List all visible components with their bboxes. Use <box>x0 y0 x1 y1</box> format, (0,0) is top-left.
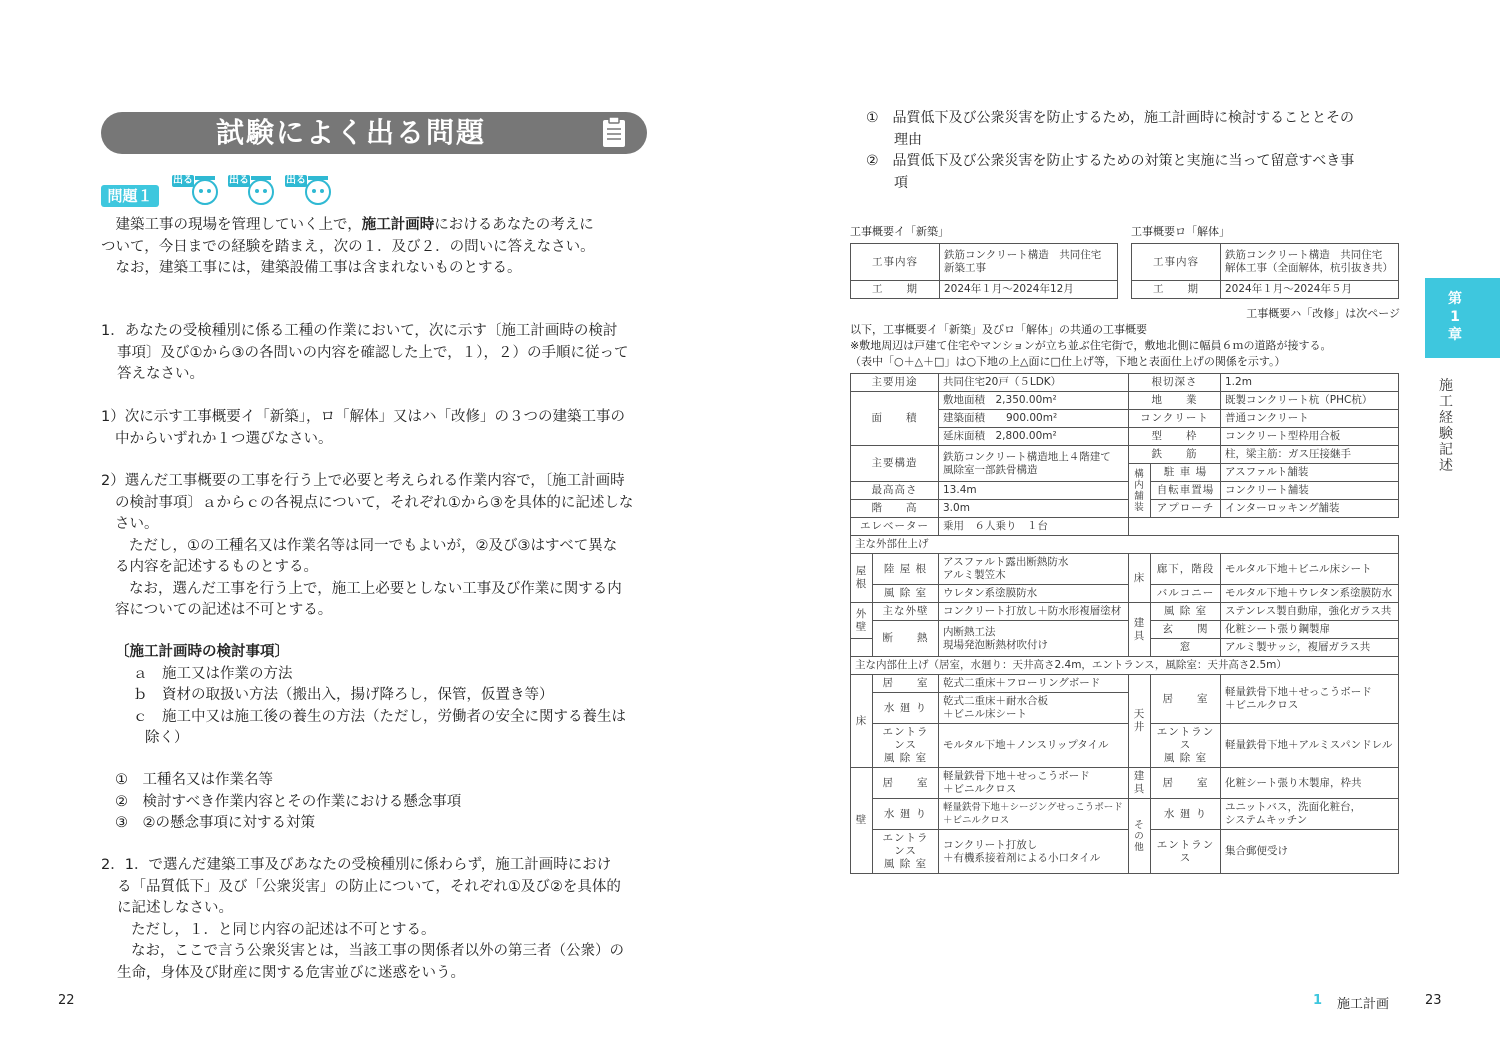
cell: 床 <box>1129 554 1151 603</box>
top-item: ② 品質低下及び公衆災害を防止するための対策と実施に当って留意すべき事 <box>866 153 1355 169</box>
cell: 乾式二重床＋フローリングボード <box>939 675 1129 693</box>
cell: 面 積 <box>851 392 939 446</box>
question-1-1 <box>101 407 651 450</box>
q1-1-line: 1）次に示す工事概要イ「新築」，ロ「解体」又はハ「改修」の３つの建築工事の <box>101 409 625 425</box>
cell: 壁 <box>851 768 873 874</box>
cell: コンクリート <box>1129 410 1221 428</box>
q2-line: 2．1．で選んだ建築工事及びあなたの受検種別に係わらず，施工計画時におけ <box>101 857 612 873</box>
section-header: 主な外部仕上げ <box>851 536 1399 554</box>
cell: コンクリート打放し ＋有機系接着剤による小口タイル <box>939 830 1129 874</box>
q1-line: 1．あなたの受検種別に係る工種の作業において，次に示す〔施工計画時の検討 <box>101 323 618 339</box>
cell: 窓 <box>1151 639 1221 657</box>
cell: アプローチ <box>1151 500 1221 518</box>
cell: 根切深さ <box>1129 374 1221 392</box>
gaiyo-ro-heading: 工事概要ロ「解体」 <box>1131 225 1230 238</box>
cell: 3.0m <box>939 500 1129 518</box>
cell: コンクリート型枠用合板 <box>1221 428 1399 446</box>
deru-label: 出る <box>286 175 306 186</box>
footer-chapter-title: 施工計画 <box>1337 997 1390 1012</box>
cell: エントランス 風 除 室 <box>873 830 939 874</box>
cell: 工 期 <box>851 281 940 299</box>
cell: エントランス 風 除 室 <box>1151 724 1221 768</box>
q1-line: 事項〕及び①から③の各問いの内容を確認した上で，１），２）の手順に従って <box>117 344 629 361</box>
kento-item: 除く） <box>145 730 189 746</box>
common-gaiyo-table <box>850 373 1399 874</box>
cell: 主要構造 <box>851 446 939 482</box>
cell: 居 室 <box>1151 675 1221 724</box>
answer-item: ① 工種名又は作業名等 <box>115 772 273 788</box>
cell: 屋根 <box>851 554 873 603</box>
common-note: ※敷地周辺は戸建て住宅やマンションが立ち並ぶ住宅街で，敷地北側に幅員６ｍの道路が接する。 <box>850 339 1332 352</box>
top-item: 理由 <box>894 131 922 148</box>
q2-line: なお，ここで言う公衆災害とは，当該工事の関係者以外の第三者（公衆）の <box>131 943 624 959</box>
question-1 <box>101 321 651 386</box>
cell: 軽量鉄骨下地＋せっこうボード ＋ビニルクロス <box>1221 675 1399 724</box>
question-badge: 問題１ <box>101 185 159 207</box>
deru-mascot-icon <box>285 170 335 210</box>
cell: 乗用 ６人乗り １台 <box>939 518 1129 536</box>
chapter-title-vertical: 施 工 経 験 記 述 <box>1439 378 1453 474</box>
cell: 工 期 <box>1132 281 1221 299</box>
cell: 集合郵便受け <box>1221 830 1399 874</box>
page-number-left: 22 <box>58 993 75 1008</box>
q1-2-line: 2）選んだ工事概要の工事を行う上で必要と考えられる作業内容で，〔施工計画時 <box>101 473 625 489</box>
cell: 普通コンクリート <box>1221 410 1399 428</box>
gaiyo-ro-table <box>1131 243 1399 299</box>
deru-mascot-icon <box>228 170 278 210</box>
top-item: 項 <box>894 174 908 191</box>
cell: 水 廻 り <box>1151 799 1221 830</box>
q1-2-line: ただし，①の工種名又は作業名等は同一でもよいが，②及び③はすべて異な <box>129 537 618 554</box>
common-note: （表中「○＋△＋□」は○下地の上△面に□仕上げ等，下地と表面仕上げの関係を示す。） <box>850 355 1286 368</box>
cell: 玄 関 <box>1151 621 1221 639</box>
cell: ウレタン系塗膜防水 <box>939 585 1129 603</box>
cell: 陸 屋 根 <box>873 554 939 585</box>
deru-label: 出る <box>229 175 249 186</box>
cell: 居 室 <box>873 768 939 799</box>
page-title: 試験によく出る問題 <box>215 116 486 149</box>
q2-line: に記述しなさい。 <box>117 900 233 916</box>
question-1-2 <box>101 471 651 622</box>
cell: エントランス 風 除 室 <box>873 724 939 768</box>
gaiyo-ha-note: 工事概要ハ「改修」は次ページ <box>1246 307 1400 320</box>
intro-line: ついて，今日までの経験を踏まえ，次の１．及び２．の問いに答えなさい。 <box>101 238 595 255</box>
question-2 <box>101 855 651 984</box>
cell: 敷地面積 2,350.00m² <box>939 392 1129 410</box>
intro-line: 建築工事の現場を管理していく上で， <box>115 217 362 233</box>
cell: 階 高 <box>851 500 939 518</box>
cell: モルタル下地＋ウレタン系塗膜防水 <box>1221 585 1399 603</box>
q1-2-line: 容についての記述は不可とする。 <box>115 602 333 618</box>
cell: エントランス <box>1151 830 1221 874</box>
chapter-tab-label: 第 1 章 <box>1448 291 1462 343</box>
cell: 軽量鉄骨下地＋アルミスパンドレル <box>1221 724 1399 768</box>
cell: 水 廻 り <box>873 693 939 724</box>
common-note: 以下，工事概要イ「新築」及びロ「解体」の共通の工事概要 <box>850 323 1147 336</box>
cell: コンクリート舗装 <box>1221 482 1399 500</box>
cell: バルコニー <box>1151 585 1221 603</box>
cell: コンクリート打放し＋防水形複層塗材 <box>939 603 1129 621</box>
cell: インターロッキング舗装 <box>1221 500 1399 518</box>
title-bar <box>101 112 647 154</box>
cell: 2024年１月～2024年12月 <box>940 281 1118 299</box>
cell: ユニットバス，洗面化粧台， システムキッチン <box>1221 799 1399 830</box>
deru-label: 出る <box>173 175 193 186</box>
cell: 外壁 <box>851 603 873 639</box>
q1-2-line: る内容を記述するものとする。 <box>115 559 318 575</box>
kento-item: ａ 施工又は作業の方法 <box>133 665 293 682</box>
cell: 型 枠 <box>1129 428 1221 446</box>
cell: 最高高さ <box>851 482 939 500</box>
intro-emph: 施工計画時 <box>361 217 435 233</box>
cell: アスファルト露出断熱防水 アルミ製笠木 <box>939 554 1129 585</box>
kento-heading: 〔施工計画時の検討事項〕 <box>115 644 289 660</box>
right-top-items <box>866 108 1406 194</box>
cell: 自転車置場 <box>1151 482 1221 500</box>
q1-2-line: なお，選んだ工事を行う上で，施工上必要としない工事及び作業に関する内 <box>129 580 622 597</box>
cell: 駐 車 場 <box>1151 464 1221 482</box>
kento-jiko <box>115 642 655 750</box>
q1-2-line: の検討事項〕ａからｃの各視点について，それぞれ①から③を具体的に記述しな <box>115 494 634 511</box>
q2-line: ただし，１．と同じ内容の記述は不可とする。 <box>131 921 436 938</box>
intro-text <box>101 215 651 280</box>
cell: 工事内容 <box>1132 244 1221 281</box>
section-header: 主な内部仕上げ（居室，水廻り：天井高さ2.4m，エントランス，風除室：天井高さ2.5m） <box>851 657 1399 675</box>
cell: 主な外壁 <box>873 603 939 621</box>
top-item: ① 品質低下及び公衆災害を防止するため，施工計画時に検討することとその <box>866 110 1354 126</box>
kento-item: ｂ 資材の取扱い方法（搬出入，揚げ降ろし，保管，仮置き等） <box>133 687 554 703</box>
cell: 工事内容 <box>851 244 940 281</box>
cell: エレベーター <box>851 518 939 536</box>
q1-2-line: さい。 <box>115 516 159 532</box>
deru-mascot-icon <box>172 170 222 210</box>
cell: 鉄筋コンクリート構造地上４階建て 風除室一部鉄骨構造 <box>939 446 1129 482</box>
answer-item: ③ ②の懸念事項に対する対策 <box>115 815 315 831</box>
cell: 建具 <box>1129 768 1151 799</box>
cell: 断 熱 <box>873 621 939 657</box>
gaiyo-i-table <box>850 243 1118 299</box>
cell: 共同住宅20戸（５LDK） <box>939 374 1129 392</box>
answer-item: ② 検討すべき作業内容とその作業における懸念事項 <box>115 793 462 810</box>
intro-line: におけるあなたの考えに <box>434 217 594 233</box>
cell: モルタル下地＋ビニル床シート <box>1221 554 1399 585</box>
cell: 居 室 <box>1151 768 1221 799</box>
cell: 建具 <box>1129 603 1151 657</box>
cell: 延床面積 2,800.00m² <box>939 428 1129 446</box>
cell: 居 室 <box>873 675 939 693</box>
cell: 軽量鉄骨下地＋シージングせっこうボード ＋ビニルクロス <box>939 799 1129 830</box>
cell: 鉄筋コンクリート構造 共同住宅 新築工事 <box>940 244 1118 281</box>
gaiyo-i-heading: 工事概要イ「新築」 <box>850 225 949 238</box>
chapter-tab <box>1425 278 1500 358</box>
cell: 化粧シート張り木製扉，枠共 <box>1221 768 1399 799</box>
footer-chapter-number: 1 <box>1313 993 1323 1008</box>
answer-items <box>115 770 655 835</box>
cell: 乾式二重床＋耐水合板 ＋ビニル床シート <box>939 693 1129 724</box>
cell: その他 <box>1129 799 1151 874</box>
intro-line: なお，建築工事には，建築設備工事は含まれないものとする。 <box>115 260 522 276</box>
page-number-right: 23 <box>1425 993 1442 1008</box>
cell: 構内舗装 <box>1129 464 1151 518</box>
cell: 廊下，階段 <box>1151 554 1221 585</box>
cell: 13.4m <box>939 482 1129 500</box>
q1-1-line: 中からいずれか１つ選びなさい。 <box>115 430 333 447</box>
cell: 軽量鉄骨下地＋せっこうボード ＋ビニルクロス <box>939 768 1129 799</box>
cell: 風 除 室 <box>1151 603 1221 621</box>
cell: 化粧シート張り鋼製扉 <box>1221 621 1399 639</box>
q1-line: 答えなさい。 <box>117 366 204 382</box>
cell: 地 業 <box>1129 392 1221 410</box>
cell: モルタル下地＋ノンスリップタイル <box>939 724 1129 768</box>
q2-line: 生命，身体及び財産に関する危害並びに迷惑をいう。 <box>117 964 465 981</box>
common-notes <box>850 322 1410 370</box>
clipboard-icon <box>601 116 627 148</box>
cell: 天井 <box>1129 675 1151 768</box>
cell: アスファルト舗装 <box>1221 464 1399 482</box>
cell: 床 <box>851 675 873 768</box>
cell: 水 廻 り <box>873 799 939 830</box>
cell: 1.2m <box>1221 374 1399 392</box>
kento-item: ｃ 施工中又は施工後の養生の方法（ただし，労働者の安全に関する養生は <box>133 708 626 725</box>
cell: 鉄 筋 <box>1129 446 1221 464</box>
cell: 内断熱工法 現場発泡断熱材吹付け <box>939 621 1129 657</box>
cell: 柱，梁主筋：ガス圧接継手 <box>1221 446 1399 464</box>
cell: 建築面積 900.00m² <box>939 410 1129 428</box>
cell: 鉄筋コンクリート構造 共同住宅 解体工事（全面解体，杭引抜き共） <box>1221 244 1399 281</box>
cell: アルミ製サッシ，複層ガラス共 <box>1221 639 1399 657</box>
q2-line: る「品質低下」及び「公衆災害」の防止について，それぞれ①及び②を具体的 <box>117 878 621 895</box>
cell: 既製コンクリート杭（PHC杭） <box>1221 392 1399 410</box>
cell: 2024年１月～2024年５月 <box>1221 281 1399 299</box>
cell: 主要用途 <box>851 374 939 392</box>
cell: ステンレス製自動扉，強化ガラス共 <box>1221 603 1399 621</box>
cell: 風 除 室 <box>873 585 939 603</box>
